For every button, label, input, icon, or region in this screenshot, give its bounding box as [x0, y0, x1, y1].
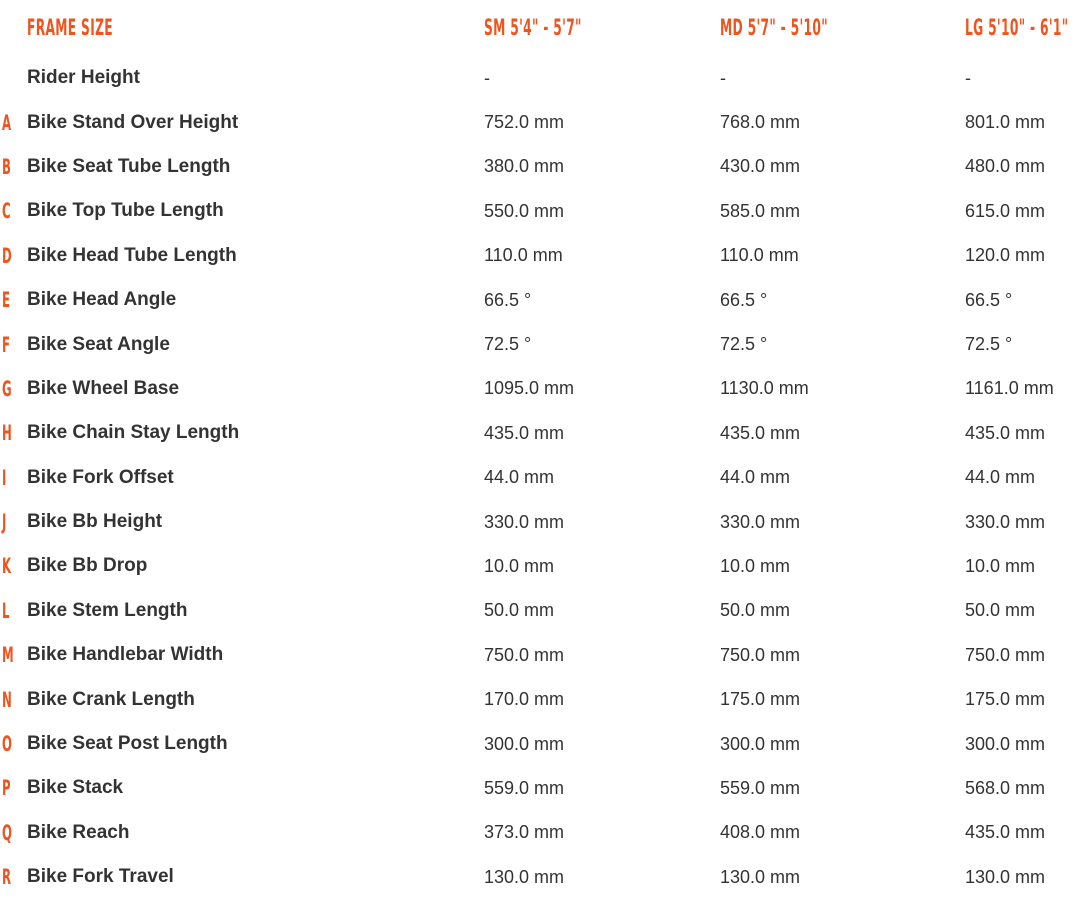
table-row [0, 234, 1080, 278]
diagram-letter: F [2, 332, 11, 357]
row-value: 10.0 mm [484, 555, 555, 576]
diagram-letter: I [2, 465, 7, 490]
diagram-letter: N [2, 687, 12, 712]
diagram-letter: K [2, 554, 12, 579]
row-value: 435.0 mm [965, 822, 1046, 843]
table-row [0, 855, 1080, 899]
row-label: Bike Stack [27, 777, 124, 799]
row-label: Bike Crank Length [27, 688, 195, 710]
row-value: 300.0 mm [484, 733, 565, 754]
row-value: 66.5 ° [965, 289, 1013, 310]
row-label: Bike Seat Post Length [27, 733, 228, 755]
table-row [0, 411, 1080, 455]
table-row [0, 500, 1080, 544]
row-value: 435.0 mm [965, 422, 1046, 443]
row-value: 44.0 mm [965, 467, 1036, 488]
row-value: 130.0 mm [965, 866, 1046, 887]
row-value: 110.0 mm [484, 245, 563, 266]
row-label: Bike Bb Height [27, 511, 163, 533]
diagram-letter: C [2, 199, 11, 224]
row-value: 373.0 mm [484, 822, 565, 843]
row-value: 750.0 mm [965, 644, 1046, 665]
table-row [0, 189, 1080, 233]
table-body [0, 56, 1080, 899]
row-value: 66.5 ° [484, 289, 532, 310]
row-label: Bike Stem Length [27, 599, 188, 621]
row-value: 72.5 ° [484, 334, 532, 355]
diagram-letter [2, 56, 13, 100]
size-header-sm: SM 5'4" - 5'7" [484, 15, 582, 41]
row-value: 330.0 mm [720, 511, 801, 532]
row-value: 175.0 mm [965, 689, 1046, 710]
row-value: 1095.0 mm [484, 378, 575, 399]
table-row [0, 589, 1080, 633]
row-value: - [484, 67, 490, 88]
table-row [0, 722, 1080, 766]
row-value: 72.5 ° [720, 334, 768, 355]
diagram-letter: R [2, 865, 12, 890]
row-label: Bike Wheel Base [27, 377, 180, 399]
row-value: 1161.0 mm [965, 378, 1054, 399]
diagram-letter: O [2, 732, 12, 757]
row-value: - [720, 67, 726, 88]
row-value: 130.0 mm [720, 866, 801, 887]
row-value: 768.0 mm [720, 112, 801, 133]
row-label: Bike Top Tube Length [27, 200, 224, 222]
diagram-letter: M [2, 643, 14, 668]
row-value: 435.0 mm [720, 422, 801, 443]
row-value: 10.0 mm [965, 555, 1036, 576]
table-row [0, 56, 1080, 100]
row-value: 72.5 ° [965, 334, 1013, 355]
row-value: 300.0 mm [720, 733, 801, 754]
row-value: 300.0 mm [965, 733, 1046, 754]
row-label: Bike Bb Drop [27, 555, 148, 577]
table-row [0, 766, 1080, 810]
row-value: 120.0 mm [965, 245, 1046, 266]
row-value: 550.0 mm [484, 200, 565, 221]
row-value: 568.0 mm [965, 777, 1046, 798]
table-row [0, 456, 1080, 500]
row-label: Bike Fork Travel [27, 866, 174, 888]
row-value: 50.0 mm [965, 600, 1036, 621]
table-row [0, 322, 1080, 366]
row-value: 10.0 mm [720, 555, 791, 576]
row-value: 752.0 mm [484, 112, 565, 133]
row-label: Bike Chain Stay Length [27, 422, 240, 444]
frame-size-header: FRAME SIZE [27, 15, 113, 41]
row-value: 175.0 mm [720, 689, 801, 710]
row-value: 44.0 mm [720, 467, 791, 488]
row-value: 480.0 mm [965, 156, 1046, 177]
row-value: 130.0 mm [484, 866, 565, 887]
table-row [0, 367, 1080, 411]
row-value: 110.0 mm [720, 245, 799, 266]
row-label: Bike Handlebar Width [27, 644, 224, 666]
diagram-letter: J [2, 510, 7, 535]
row-value: 170.0 mm [484, 689, 565, 710]
row-value: 559.0 mm [720, 777, 801, 798]
row-label: Bike Head Angle [27, 289, 177, 311]
row-value: 50.0 mm [484, 600, 555, 621]
diagram-letter: G [2, 376, 12, 401]
row-value: 66.5 ° [720, 289, 768, 310]
table-row [0, 100, 1080, 144]
table-row [0, 145, 1080, 189]
row-label: Bike Reach [27, 821, 130, 843]
row-value: 330.0 mm [484, 511, 565, 532]
diagram-letter: E [2, 288, 11, 313]
row-label: Bike Seat Tube Length [27, 155, 231, 177]
diagram-letter: H [2, 421, 12, 446]
row-label: Bike Head Tube Length [27, 244, 237, 266]
row-value: 750.0 mm [484, 644, 565, 665]
diagram-letter: Q [2, 820, 12, 845]
row-value: 750.0 mm [720, 644, 801, 665]
table-row [0, 677, 1080, 721]
row-label: Bike Fork Offset [27, 466, 174, 488]
table-row [0, 811, 1080, 855]
row-value: 585.0 mm [720, 200, 801, 221]
row-value: 380.0 mm [484, 156, 565, 177]
row-label: Bike Seat Angle [27, 333, 170, 355]
diagram-letter: A [2, 110, 12, 135]
row-value: 44.0 mm [484, 467, 555, 488]
diagram-letter: B [2, 154, 11, 179]
diagram-letter: P [2, 776, 11, 801]
row-value: 330.0 mm [965, 511, 1046, 532]
size-header-md: MD 5'7" - 5'10" [720, 15, 828, 41]
row-value: 408.0 mm [720, 822, 801, 843]
row-value: 559.0 mm [484, 777, 565, 798]
row-value: 430.0 mm [720, 156, 801, 177]
row-value: - [965, 67, 971, 88]
table-row [0, 633, 1080, 677]
diagram-letter: L [2, 598, 10, 623]
row-label: Bike Stand Over Height [27, 111, 239, 133]
row-value: 1130.0 mm [720, 378, 809, 399]
size-header-lg: LG 5'10" - 6'1" [965, 15, 1069, 41]
row-value: 615.0 mm [965, 200, 1046, 221]
table-row [0, 278, 1080, 322]
table-header-row [0, 0, 1080, 56]
row-label: Rider Height [27, 67, 140, 89]
row-value: 435.0 mm [484, 422, 565, 443]
diagram-letter: D [2, 243, 12, 268]
row-value: 801.0 mm [965, 112, 1046, 133]
row-value: 50.0 mm [720, 600, 791, 621]
table-row [0, 544, 1080, 588]
